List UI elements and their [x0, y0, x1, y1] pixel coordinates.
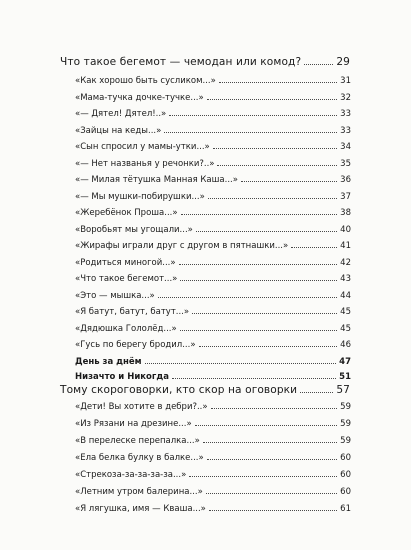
toc-entry-label: «Ела белка булку в балке...»: [75, 453, 204, 464]
toc-subsection: [0, 372, 411, 382]
toc-entry: [0, 324, 411, 334]
toc-entry: [0, 126, 411, 136]
dot-leader: [196, 225, 337, 232]
dot-leader: [304, 56, 333, 65]
toc-entry: [0, 470, 411, 480]
toc-entry-label: «— Нет названья у речонки?..»: [75, 158, 215, 169]
toc-entry: [0, 291, 411, 301]
dot-leader: [195, 419, 338, 426]
dot-leader: [181, 208, 338, 215]
section-heading-page-number: 57: [336, 384, 350, 396]
toc-entry-page-number: 34: [340, 142, 351, 153]
toc-entry-page-number: 59: [340, 402, 351, 413]
toc-entry-page-number: 60: [340, 453, 351, 464]
dot-leader: [169, 109, 337, 116]
section-heading: [0, 56, 411, 68]
toc-entry: [0, 258, 411, 268]
dot-leader: [158, 291, 337, 298]
toc-entry-label: «— Мы мушки-побирушки...»: [75, 191, 205, 202]
dot-leader: [241, 175, 337, 182]
toc-entry-page-number: 45: [340, 323, 351, 334]
toc-entry: [0, 76, 411, 86]
toc-entry-label: «Что такое бегемот...»: [75, 274, 178, 285]
toc-entry-page-number: 40: [340, 224, 351, 235]
dot-leader: [189, 470, 337, 477]
toc-entry: [0, 340, 411, 350]
toc-entry: [0, 487, 411, 497]
dot-leader: [219, 76, 337, 83]
dot-leader: [217, 159, 337, 166]
toc-entry: [0, 504, 411, 514]
toc-entry-label: «Воробьят мы угощали...»: [75, 224, 193, 235]
section-heading-label: Что такое бегемот — чемодан или комод?: [60, 56, 302, 68]
toc-entry-label: «Летним утром балерина...»: [75, 487, 203, 498]
toc-entry: [0, 225, 411, 235]
toc-entry-label: «Это — мышка...»: [75, 290, 155, 301]
toc-entry: [0, 453, 411, 463]
toc-entry-page-number: 38: [340, 208, 351, 219]
toc-entry-page-number: 37: [340, 191, 351, 202]
toc-entry-page-number: 31: [340, 76, 351, 87]
dot-leader: [291, 241, 337, 248]
toc-entry-label: «Стрекоза-за-за-за-за...»: [75, 470, 187, 481]
toc-entry-label: «Как хорошо быть сусликом...»: [75, 76, 216, 87]
dot-leader: [213, 142, 337, 149]
toc-entry: [0, 274, 411, 284]
toc-entry-label: «Я батут, батут, батут...»: [75, 307, 190, 318]
toc-entry-label: «Зайцы на кеды...»: [75, 125, 162, 136]
toc-entry: [0, 159, 411, 169]
toc-entry-page-number: 36: [340, 175, 351, 186]
toc-entry: [0, 142, 411, 152]
dot-leader: [164, 126, 337, 133]
toc-entry: [0, 307, 411, 317]
toc-entry-page-number: 44: [340, 290, 351, 301]
toc-entry: [0, 192, 411, 202]
toc-entry-page-number: 42: [340, 257, 351, 268]
toc-entry-label: «Гусь по берегу бродил...»: [75, 340, 196, 351]
toc-entry-label: «Из Рязани на дрезине...»: [75, 419, 192, 430]
dot-leader: [208, 192, 337, 199]
dot-leader: [172, 372, 336, 379]
dot-leader: [192, 307, 337, 314]
dot-leader: [207, 453, 337, 460]
toc-entry-label: «— Дятел! Дятел!..»: [75, 109, 167, 120]
dot-leader: [180, 274, 337, 281]
toc-entry-page-number: 60: [340, 470, 351, 481]
toc-entry-page-number: 59: [340, 419, 351, 430]
dot-leader: [145, 357, 337, 364]
toc-entry-page-number: 61: [340, 504, 351, 515]
toc-entry-label: «Дети! Вы хотите в дебри?..»: [75, 402, 208, 413]
toc-entry-label: «Сын спросил у мамы-утки...»: [75, 142, 210, 153]
toc-entry-label: «Жирафы играли друг с другом в пятнашки...»: [75, 241, 289, 252]
toc-entry-page-number: 43: [340, 274, 351, 285]
toc-entry-page-number: 32: [340, 92, 351, 103]
dot-leader: [180, 324, 337, 331]
dot-leader: [209, 504, 337, 511]
toc-entry-label: «Родиться миногой...»: [75, 257, 176, 268]
toc-subsection-label: День за днём: [75, 357, 142, 368]
toc-subsection-label: Низачто и Никогда: [75, 372, 169, 383]
dot-leader: [179, 258, 338, 265]
section-heading: [0, 384, 411, 396]
toc-entry-label: «Дядюшка Гололёд...»: [75, 323, 177, 334]
toc-entry-label: «Мама-тучка дочке-тучке...»: [75, 92, 204, 103]
toc-entry-label: «— Милая тётушка Манная Каша...»: [75, 175, 238, 186]
toc-entry-page-number: 60: [340, 487, 351, 498]
section-heading-page-number: 29: [336, 56, 350, 68]
dot-leader: [203, 436, 337, 443]
toc-entry-page-number: 35: [340, 158, 351, 169]
toc-entry-label: «В перелеске перепалка...»: [75, 436, 200, 447]
toc-entry: [0, 241, 411, 251]
dot-leader: [199, 340, 338, 347]
toc-entry: [0, 419, 411, 429]
toc-subsection: [0, 357, 411, 367]
toc-entry-page-number: 33: [340, 109, 351, 120]
toc-entry: [0, 436, 411, 446]
toc-subsection-page-number: 51: [339, 372, 351, 383]
toc-entry-label: «Я лягушка, имя — Кваша...»: [75, 504, 206, 515]
toc-entry: [0, 175, 411, 185]
toc-entry: [0, 109, 411, 119]
dot-leader: [211, 402, 338, 409]
section-heading-label: Тому скороговорки, кто скор на оговорки: [60, 384, 298, 396]
dot-leader: [206, 487, 337, 494]
toc-entry: [0, 402, 411, 412]
toc-entry-label: «Жеребёнок Проша...»: [75, 208, 178, 219]
toc-entry: [0, 208, 411, 218]
dot-leader: [300, 384, 333, 393]
toc-entry-page-number: 46: [340, 340, 351, 351]
toc-entry-page-number: 45: [340, 307, 351, 318]
toc-subsection-page-number: 47: [339, 357, 351, 368]
toc-entry: [0, 93, 411, 103]
toc-entry-page-number: 33: [340, 125, 351, 136]
toc-entry-page-number: 41: [340, 241, 351, 252]
toc-entry-page-number: 59: [340, 436, 351, 447]
dot-leader: [207, 93, 337, 100]
